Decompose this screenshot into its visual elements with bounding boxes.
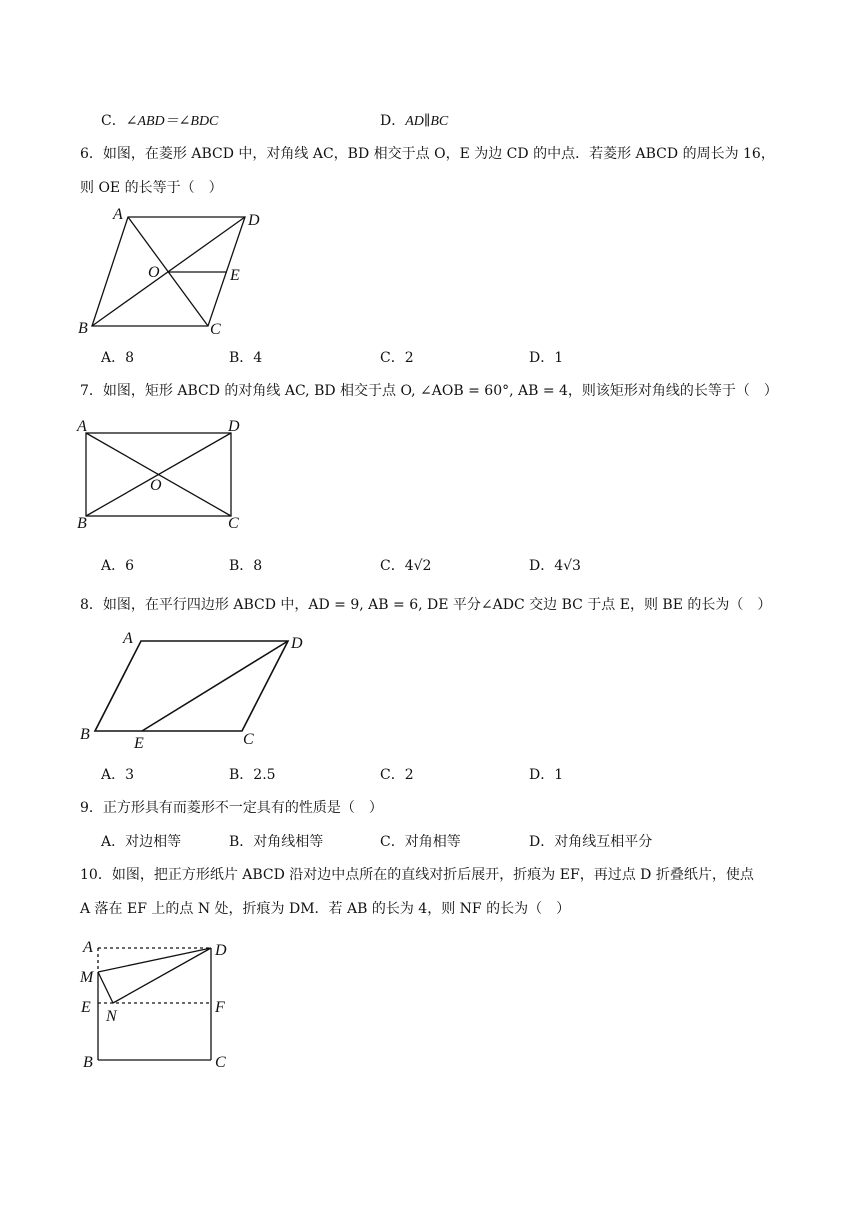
q10-stem-line2: A 落在 EF 上的点 N 处，折痕为 DM．若 AB 的长为 4，则 NF 的长为（ ）: [80, 901, 571, 917]
q8-label-b: B: [80, 726, 90, 743]
q6-stem-line2: 则 OE 的长等于（ ）: [80, 180, 223, 196]
q10-label-m: M: [80, 969, 94, 986]
q8-option-a: A．3: [101, 767, 135, 783]
q6-option-b: B．4: [229, 350, 263, 366]
q8-option-d: D．1: [529, 767, 564, 783]
q7-label-a: A: [77, 418, 87, 435]
q6-option-a: A．8: [101, 350, 135, 366]
q7-option-b: B．8: [229, 558, 263, 574]
q10-label-b: B: [83, 1054, 93, 1071]
q8-option-c: C．2: [380, 767, 414, 783]
q6-label-b: B: [78, 320, 88, 337]
q5-option-c-label: C．: [101, 113, 126, 129]
q9-option-b: B．对角线相等: [229, 834, 324, 850]
q10-label-c: C: [215, 1054, 226, 1071]
q8-label-d: D: [291, 635, 303, 652]
q8-label-a: A: [123, 630, 133, 647]
q10-label-d: D: [215, 942, 227, 959]
q10-stem-line1: 10．如图，把正方形纸片 ABCD 沿对边中点所在的直线对折后展开，折痕为 EF，再过点 D 折叠纸片，使点: [80, 867, 754, 883]
q10-label-f: F: [215, 999, 225, 1016]
q10-side-nd: [113, 948, 211, 1003]
q7-option-a: A．6: [101, 558, 135, 574]
q7-label-c: C: [228, 515, 239, 532]
q10-label-a: A: [83, 939, 93, 956]
q9-option-a: A．对边相等: [101, 834, 182, 850]
q6-label-o: O: [148, 264, 160, 281]
q9-option-c: C．对角相等: [380, 834, 461, 850]
q10-label-n: N: [106, 1008, 117, 1025]
q6-label-d: D: [248, 212, 260, 229]
q6-label-c: C: [210, 321, 221, 338]
q8-option-b: B．2.5: [229, 767, 276, 783]
q6-option-c: C．2: [380, 350, 414, 366]
q6-stem-line1: 6．如图，在菱形 ABCD 中，对角线 AC，BD 相交于点 O，E 为边 CD 的中点．若菱形 ABCD 的周长为 16，: [80, 146, 775, 162]
q5-option-c-text: ∠ABD＝∠BDC: [125, 114, 219, 129]
q9-option-d: D．对角线互相平分: [529, 834, 653, 850]
q7-label-o: O: [150, 477, 162, 494]
q8-label-e: E: [134, 735, 144, 752]
q7-stem-line1: 7．如图，矩形 ABCD 的对角线 AC, BD 相交于点 O, ∠AOB = 60°, AB = 4，则该矩形对角线的长等于（ ）: [80, 383, 778, 399]
q6-label-a: A: [113, 206, 123, 223]
q7-label-b: B: [77, 515, 87, 532]
q10-side-md: [98, 948, 211, 972]
q5-option-d-text: AD∥BC: [405, 114, 449, 129]
q6-option-d: D．1: [529, 350, 564, 366]
q5-option-d-label: D．: [380, 113, 406, 129]
q10-side-mn: [98, 972, 113, 1003]
q7-label-d: D: [228, 418, 240, 435]
q10-label-e: E: [81, 999, 91, 1016]
q7-option-d: D．4√3: [529, 558, 581, 574]
q9-stem-line1: 9．正方形具有而菱形不一定具有的性质是（ ）: [80, 800, 383, 816]
q8-label-c: C: [243, 731, 254, 748]
q8-stem-line1: 8．如图，在平行四边形 ABCD 中，AD = 9, AB = 6, DE 平分∠ADC 交边 BC 于点 E，则 BE 的长为（ ）: [80, 597, 772, 613]
q7-option-c: C．4√2: [380, 558, 432, 574]
q6-label-e: E: [230, 267, 240, 284]
